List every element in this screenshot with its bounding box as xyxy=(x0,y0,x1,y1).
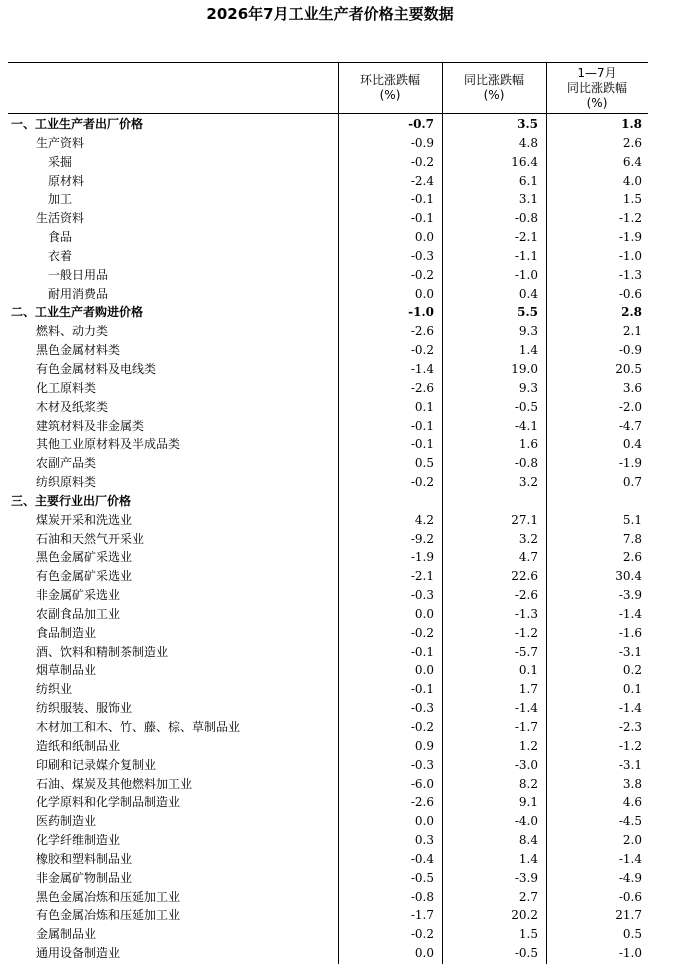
table-row xyxy=(8,303,648,322)
row-label: 耐用消费品 xyxy=(48,286,109,301)
table-row xyxy=(8,322,648,341)
row-label: 纺织业 xyxy=(36,682,73,697)
cell-ytd: -1.6 xyxy=(618,625,642,640)
cell-mom: -0.3 xyxy=(410,248,434,263)
row-label: 有色金属矿采选业 xyxy=(36,569,133,584)
cell-mom: -0.1 xyxy=(410,644,434,659)
cell-ytd: -1.4 xyxy=(618,606,642,621)
cell-yoy: -3.9 xyxy=(514,870,538,885)
cell-yoy: -1.1 xyxy=(514,248,538,263)
cell-ytd: -4.9 xyxy=(618,870,642,885)
table-row xyxy=(8,511,648,530)
row-label: 金属制品业 xyxy=(36,927,97,942)
table-row xyxy=(8,888,648,907)
header-ytd xyxy=(546,63,648,113)
cell-yoy: -1.4 xyxy=(514,701,538,716)
row-label: 有色金属冶炼和压延加工业 xyxy=(36,908,181,923)
cell-mom: -0.2 xyxy=(410,927,434,942)
table-row xyxy=(8,247,648,266)
cell-ytd: 30.4 xyxy=(615,569,642,584)
table-row xyxy=(8,548,648,567)
header-yoy-line2: (%) xyxy=(483,88,505,102)
header-yoy xyxy=(442,63,546,113)
header-mom-line2: (%) xyxy=(379,88,401,102)
cell-ytd: 2.8 xyxy=(621,305,642,320)
row-label: 食品 xyxy=(48,230,73,245)
cell-yoy: -5.7 xyxy=(514,644,538,659)
row-label: 医药制造业 xyxy=(36,814,97,829)
cell-yoy: 3.2 xyxy=(518,531,538,546)
cell-mom: -0.1 xyxy=(410,437,434,452)
cell-mom: -2.1 xyxy=(410,569,434,584)
cell-yoy: 0.1 xyxy=(518,663,538,678)
cell-mom: 0.0 xyxy=(414,946,434,961)
table-row xyxy=(8,718,648,737)
cell-mom: -0.1 xyxy=(410,682,434,697)
row-label: 化学原料和化学制品制造业 xyxy=(36,795,181,810)
cell-yoy: 1.4 xyxy=(518,851,538,866)
cell-yoy: -2.1 xyxy=(514,230,538,245)
cell-mom: -2.4 xyxy=(410,173,434,188)
cell-yoy: 1.7 xyxy=(518,682,538,697)
row-label: 煤炭开采和洗选业 xyxy=(36,512,133,527)
cell-mom: 0.0 xyxy=(414,606,434,621)
row-label: 建筑材料及非金属类 xyxy=(36,418,145,433)
cell-yoy: 1.6 xyxy=(518,437,538,452)
row-label: 通用设备制造业 xyxy=(36,946,121,961)
cell-ytd: 21.7 xyxy=(615,908,642,923)
row-label: 生产资料 xyxy=(36,135,85,150)
cell-ytd: -1.9 xyxy=(618,230,642,245)
row-label: 纺织原料类 xyxy=(36,475,97,490)
row-label: 二、工业生产者购进价格 xyxy=(11,305,144,320)
cell-yoy: -2.6 xyxy=(514,588,538,603)
cell-mom: -0.8 xyxy=(410,889,434,904)
cell-ytd: 0.2 xyxy=(622,663,642,678)
row-label: 三、主要行业出厂价格 xyxy=(11,493,132,508)
cell-mom: -1.4 xyxy=(410,361,434,376)
row-label: 黑色金属材料类 xyxy=(36,343,121,358)
cell-ytd: -0.6 xyxy=(618,286,642,301)
cell-yoy: -0.5 xyxy=(514,946,538,961)
row-label: 石油、煤炭及其他燃料加工业 xyxy=(36,776,193,791)
table-row xyxy=(8,831,648,850)
table-row xyxy=(8,906,648,925)
table-row xyxy=(8,680,648,699)
cell-yoy: 1.2 xyxy=(518,738,538,753)
cell-ytd: 7.8 xyxy=(622,531,642,546)
cell-yoy: -3.0 xyxy=(514,757,538,772)
table-row xyxy=(8,925,648,944)
table-row xyxy=(8,699,648,718)
table-row xyxy=(8,944,648,963)
cell-mom: -0.9 xyxy=(410,135,434,150)
cell-yoy: 9.1 xyxy=(518,795,538,810)
cell-ytd: -1.2 xyxy=(618,738,642,753)
cell-yoy: -4.0 xyxy=(514,814,538,829)
cell-yoy: 3.5 xyxy=(517,117,538,131)
cell-yoy: 19.0 xyxy=(511,361,538,376)
table-row xyxy=(8,756,648,775)
cell-mom: -0.1 xyxy=(410,192,434,207)
row-label: 化学纤维制造业 xyxy=(36,833,121,848)
cell-mom: -1.0 xyxy=(408,305,434,320)
cell-yoy: 8.2 xyxy=(518,776,538,791)
cell-mom: -0.1 xyxy=(410,418,434,433)
cell-mom: -0.2 xyxy=(410,154,434,169)
cell-yoy: -1.3 xyxy=(514,606,538,621)
row-label: 木材加工和木、竹、藤、棕、草制品业 xyxy=(36,720,241,734)
cell-ytd: 6.4 xyxy=(622,154,642,169)
cell-ytd: -1.0 xyxy=(618,946,642,961)
cell-yoy: 6.1 xyxy=(518,173,538,188)
row-label: 酒、饮料和精制茶制造业 xyxy=(36,644,169,659)
cell-yoy: 1.4 xyxy=(518,343,538,358)
cell-ytd: -1.9 xyxy=(618,456,642,471)
cell-ytd: 2.1 xyxy=(622,324,642,339)
table-row xyxy=(8,586,648,605)
cell-mom: 0.0 xyxy=(414,286,434,301)
cell-ytd: 4.0 xyxy=(622,173,642,188)
cell-yoy: -4.1 xyxy=(514,418,538,433)
table-row xyxy=(8,360,648,379)
cell-ytd: 1.5 xyxy=(622,192,642,207)
table-row xyxy=(8,869,648,888)
header-bottom-rule xyxy=(8,113,648,114)
cell-yoy: -0.8 xyxy=(514,211,538,226)
table-row xyxy=(8,172,648,191)
cell-mom: 0.3 xyxy=(414,833,434,848)
table-row xyxy=(8,417,648,436)
cell-mom: 4.2 xyxy=(414,512,434,527)
cell-mom: -0.3 xyxy=(410,701,434,716)
cell-yoy: 4.7 xyxy=(518,550,538,565)
table-row xyxy=(8,190,648,209)
row-label: 非金属矿物制品业 xyxy=(36,870,133,885)
table-row xyxy=(8,643,648,662)
table-row xyxy=(8,153,648,172)
row-label: 黑色金属冶炼和压延加工业 xyxy=(36,889,181,904)
cell-mom: 0.1 xyxy=(414,399,434,414)
cell-ytd: -1.4 xyxy=(618,851,642,866)
cell-mom: -0.3 xyxy=(410,757,434,772)
table-row xyxy=(8,341,648,360)
row-label: 印刷和记录媒介复制业 xyxy=(36,757,157,772)
cell-yoy: -1.0 xyxy=(514,267,538,282)
cell-yoy: 1.5 xyxy=(518,927,538,942)
cell-ytd: 0.1 xyxy=(622,682,642,697)
table-row xyxy=(8,605,648,624)
cell-yoy: 22.6 xyxy=(511,569,538,584)
table-row xyxy=(8,266,648,285)
cell-mom: -2.6 xyxy=(410,324,434,339)
row-label: 烟草制品业 xyxy=(36,663,97,678)
cell-ytd: 3.6 xyxy=(622,380,642,395)
table-row xyxy=(8,398,648,417)
row-label: 加工 xyxy=(48,192,73,207)
cell-mom: -0.1 xyxy=(410,211,434,226)
row-label: 黑色金属矿采选业 xyxy=(36,550,133,565)
table-row xyxy=(8,624,648,643)
row-label: 一般日用品 xyxy=(48,267,109,282)
cell-ytd: -1.2 xyxy=(618,211,642,226)
header-ytd-line2: 同比涨跌幅 xyxy=(566,80,627,95)
cell-yoy: -0.8 xyxy=(514,456,538,471)
table-row xyxy=(8,285,648,304)
cell-mom: -0.4 xyxy=(410,851,434,866)
table-row xyxy=(8,775,648,794)
header-ytd-line3: (%) xyxy=(586,95,608,110)
row-label: 有色金属材料及电线类 xyxy=(36,361,157,376)
cell-yoy: 0.4 xyxy=(518,286,538,301)
cell-ytd: 0.4 xyxy=(622,437,642,452)
row-label: 石油和天然气开采业 xyxy=(36,531,145,546)
row-label: 燃料、动力类 xyxy=(36,324,109,339)
cell-yoy: 2.7 xyxy=(518,889,538,904)
cell-ytd: 2.6 xyxy=(622,135,642,150)
cell-mom: -2.6 xyxy=(410,795,434,810)
cell-mom: -0.2 xyxy=(410,475,434,490)
cell-yoy: 4.8 xyxy=(518,135,538,150)
row-label: 原材料 xyxy=(48,173,85,188)
page-title: 2026年7月工业生产者价格主要数据 xyxy=(206,5,454,23)
table-row xyxy=(8,209,648,228)
table-row xyxy=(8,737,648,756)
table-row xyxy=(8,134,648,153)
cell-ytd: 4.6 xyxy=(622,795,642,810)
header-yoy-line1: 同比涨跌幅 xyxy=(463,73,524,87)
row-label: 非金属矿采选业 xyxy=(36,588,121,603)
cell-mom: -0.2 xyxy=(410,267,434,282)
cell-ytd: 3.8 xyxy=(622,776,642,791)
table-row xyxy=(8,379,648,398)
table-row xyxy=(8,812,648,831)
cell-ytd: -3.1 xyxy=(618,644,642,659)
row-label: 食品制造业 xyxy=(36,625,97,640)
table-row xyxy=(8,435,648,454)
row-label: 采掘 xyxy=(48,154,73,169)
table-row xyxy=(8,492,648,511)
cell-ytd: -3.1 xyxy=(618,757,642,772)
row-label: 农副食品加工业 xyxy=(36,606,121,621)
row-label: 造纸和纸制品业 xyxy=(36,738,121,753)
cell-mom: -0.2 xyxy=(410,720,434,734)
cell-ytd: 20.5 xyxy=(615,361,642,376)
cell-yoy: 5.5 xyxy=(517,305,538,320)
cell-yoy: 8.4 xyxy=(518,833,538,848)
cell-mom: -1.7 xyxy=(410,908,434,923)
cell-mom: -2.6 xyxy=(410,380,434,395)
header-mom-line1: 环比涨跌幅 xyxy=(359,73,420,87)
table-row xyxy=(8,454,648,473)
row-label: 一、工业生产者出厂价格 xyxy=(11,117,144,131)
row-label: 橡胶和塑料制品业 xyxy=(36,851,133,866)
cell-ytd: -1.4 xyxy=(618,701,642,716)
header-mom xyxy=(338,63,442,113)
cell-yoy: 16.4 xyxy=(511,154,538,169)
table-row xyxy=(8,473,648,492)
row-label: 化工原料类 xyxy=(36,380,97,395)
cell-mom: -0.3 xyxy=(410,588,434,603)
cell-ytd: -3.9 xyxy=(618,588,642,603)
cell-yoy: -1.2 xyxy=(514,625,538,640)
cell-mom: -0.2 xyxy=(410,343,434,358)
cell-mom: 0.0 xyxy=(414,663,434,678)
table-row xyxy=(8,661,648,680)
table-row xyxy=(8,228,648,247)
cell-yoy: 9.3 xyxy=(518,324,538,339)
cell-mom: -0.7 xyxy=(408,117,434,131)
header-ytd-line1: 1—7月 xyxy=(577,65,617,80)
cell-mom: -9.2 xyxy=(410,531,434,546)
table-row xyxy=(8,850,648,869)
table-body xyxy=(8,115,648,963)
cell-ytd: -2.0 xyxy=(618,399,642,414)
table-row xyxy=(8,567,648,586)
table-header xyxy=(8,63,648,113)
cell-mom: 0.0 xyxy=(414,814,434,829)
cell-mom: -1.9 xyxy=(410,550,434,565)
cell-yoy: 20.2 xyxy=(511,908,538,923)
cell-yoy: 3.2 xyxy=(518,475,538,490)
row-label: 其他工业原材料及半成品类 xyxy=(36,437,181,452)
cell-mom: 0.9 xyxy=(414,738,434,753)
cell-ytd: -0.6 xyxy=(618,889,642,904)
cell-yoy: 9.3 xyxy=(518,380,538,395)
cell-yoy: -1.7 xyxy=(514,720,538,734)
table-row xyxy=(8,530,648,549)
cell-ytd: 2.6 xyxy=(622,550,642,565)
cell-ytd: 0.7 xyxy=(622,475,642,490)
cell-mom: -0.5 xyxy=(410,870,434,885)
cell-ytd: -1.3 xyxy=(618,267,642,282)
cell-ytd: -4.7 xyxy=(618,418,642,433)
cell-ytd: 5.1 xyxy=(622,512,642,527)
row-label: 农副产品类 xyxy=(36,456,97,471)
cell-ytd: -0.9 xyxy=(618,343,642,358)
row-label: 生活资料 xyxy=(36,211,85,226)
cell-mom: 0.0 xyxy=(414,230,434,245)
row-label: 木材及纸浆类 xyxy=(36,399,109,414)
cell-ytd: -1.0 xyxy=(618,248,642,263)
cell-mom: 0.5 xyxy=(414,456,434,471)
cell-yoy: -0.5 xyxy=(514,399,538,414)
cell-ytd: 0.5 xyxy=(622,927,642,942)
cell-ytd: -4.5 xyxy=(618,814,642,829)
cell-yoy: 3.1 xyxy=(518,192,538,207)
cell-ytd: 2.0 xyxy=(622,833,642,848)
cell-ytd: 1.8 xyxy=(621,117,642,131)
table-row xyxy=(8,115,648,134)
cell-ytd: -2.3 xyxy=(618,720,642,734)
row-label: 纺织服装、服饰业 xyxy=(36,701,133,716)
row-label: 衣着 xyxy=(48,248,73,263)
cell-mom: -0.2 xyxy=(410,625,434,640)
cell-mom: -6.0 xyxy=(410,776,434,791)
table-row xyxy=(8,793,648,812)
cell-yoy: 27.1 xyxy=(511,512,538,527)
